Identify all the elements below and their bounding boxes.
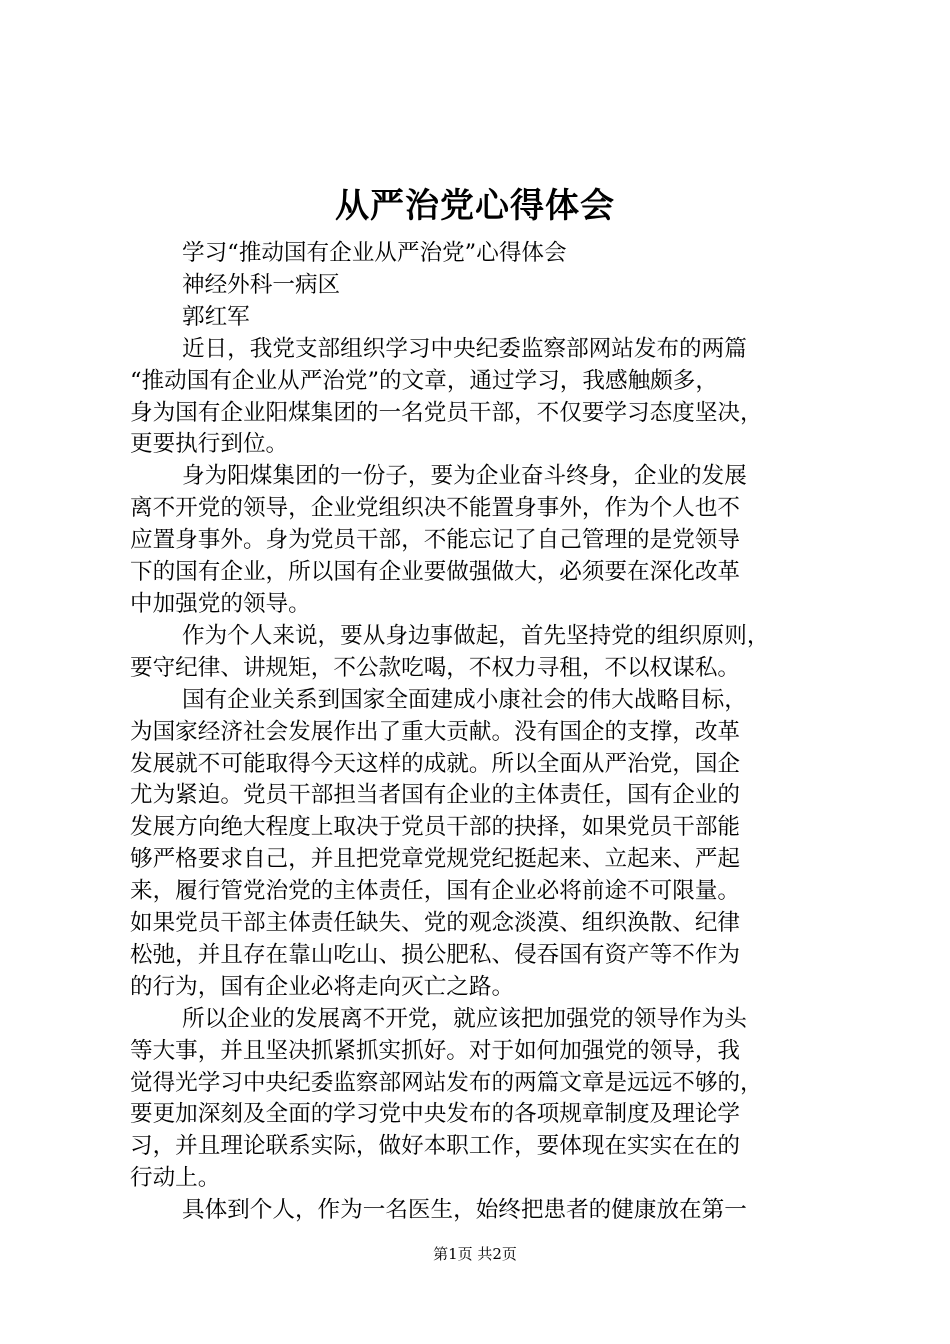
paragraph-line: 松弛，并且存在靠山吃山、损公肥私、侵吞国有资产等不作为 [130, 941, 741, 968]
document-body [130, 238, 830, 1227]
paragraph-line: 如果党员干部主体责任缺失、党的观念淡漠、组织涣散、纪律 [130, 910, 741, 937]
author-line: 郭红军 [182, 303, 250, 330]
subtitle-line: 学习“推动国有企业从严治党”心得体会 [182, 240, 567, 266]
paragraph-line: 近日，我党支部组织学习中央纪委监察部网站发布的两篇 [182, 335, 747, 362]
paragraph-line: 要守纪律、讲规矩，不公款吃喝，不权力寻租，不以权谋私。 [130, 654, 741, 681]
paragraph-line: “推动国有企业从严治党”的文章，通过学习，我感触颇多， [130, 367, 718, 394]
paragraph-line: 行动上。 [130, 1165, 221, 1192]
paragraph-line: 的行为，国有企业必将走向灭亡之路。 [130, 973, 515, 1000]
paragraph-line: 要更加深刻及全面的学习党中央发布的各项规章制度及理论学 [130, 1101, 741, 1128]
paragraph-line: 身为阳煤集团的一份子，要为企业奋斗终身，企业的发展 [182, 463, 747, 490]
paragraph-line: 习，并且理论联系实际，做好本职工作，要体现在实实在在的 [130, 1133, 741, 1160]
paragraph-line: 来，履行管党治党的主体责任，国有企业必将前途不可限量。 [130, 878, 741, 905]
paragraph-line: 觉得光学习中央纪委监察部网站发布的两篇文章是远远不够的， [130, 1069, 763, 1096]
paragraph-line: 够严格要求自己，并且把党章党规党纪挺起来、立起来、严起 [130, 846, 741, 873]
paragraph-line: 发展就不可能取得今天这样的成就。所以全面从严治党，国企 [130, 750, 741, 777]
paragraph-line: 作为个人来说，要从身边事做起，首先坚持党的组织原则， [182, 622, 770, 649]
paragraph-line: 等大事，并且坚决抓紧抓实抓好。对于如何加强党的领导，我 [130, 1037, 741, 1064]
page-number-footer: 第1页 共2页 [433, 1245, 517, 1263]
department-line: 神经外科一病区 [182, 271, 341, 298]
paragraph-line: 具体到个人，作为一名医生，始终把患者的健康放在第一 [182, 1197, 747, 1224]
paragraph-line: 为国家经济社会发展作出了重大贡献。没有国企的支撑，改革 [130, 718, 741, 745]
paragraph-line: 发展方向绝大程度上取决于党员干部的抉择，如果党员干部能 [130, 814, 741, 841]
paragraph-line: 离不开党的领导，企业党组织决不能置身事外，作为个人也不 [130, 495, 741, 522]
paragraph-line: 中加强党的领导。 [130, 590, 311, 617]
paragraph-line: 身为国有企业阳煤集团的一名党员干部，不仅要学习态度坚决， [130, 399, 763, 426]
paragraph-line: 尤为紧迫。党员干部担当者国有企业的主体责任，国有企业的 [130, 782, 741, 809]
paragraph-line: 更要执行到位。 [130, 431, 289, 458]
paragraph-line: 国有企业关系到国家全面建成小康社会的伟大战略目标， [182, 686, 747, 713]
paragraph-line: 所以企业的发展离不开党，就应该把加强党的领导作为头 [182, 1005, 747, 1032]
paragraph-line: 下的国有企业，所以国有企业要做强做大，必须要在深化改革 [130, 559, 741, 586]
document-title: 从严治党心得体会 [335, 186, 615, 226]
paragraph-line: 应置身事外。身为党员干部，不能忘记了自己管理的是党领导 [130, 527, 741, 554]
